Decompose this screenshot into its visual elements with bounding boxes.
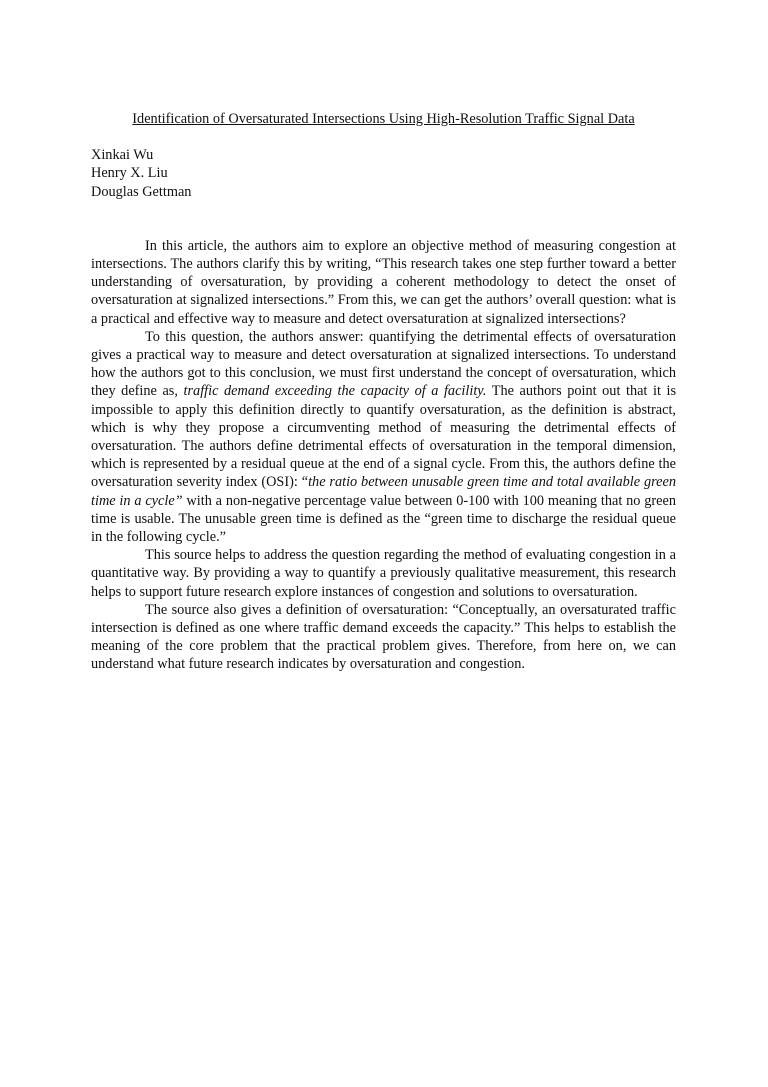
document-title: Identification of Oversaturated Intersections Using High-Resolution Traffic Signal Data xyxy=(132,111,635,127)
paragraph-text: The authors point out that it is impossible to apply this definition directly to quantify oversaturation, as the definition is abstract, which is why they propose a circumventing method of measuring the detrimental effects of oversaturation. The authors define detrimental effects of oversaturation in the temporal dimension, which is represented by a residual queue at the end of a signal cycle. From this, the authors define the oversaturation severity index (OSI): “ xyxy=(91,383,677,491)
italic-quote: the ratio between unusable green time and total available green time in a cycle” xyxy=(91,474,676,509)
italic-definition: traffic demand exceeding the capacity of a facility. xyxy=(183,383,487,400)
document-body xyxy=(91,110,676,674)
paragraph: In this article, the authors aim to explore an objective method of measuring congestion at intersections. The authors clarify this by writing, “This research takes one step further toward a better understanding of oversaturation, by providing a coherent methodology to detect the onset of oversaturation at signalized intersections.” From this, we can get the authors’ overall question: what is a practical and effective way to measure and detect oversaturation at signalized intersections? xyxy=(91,237,676,327)
author-list xyxy=(91,146,676,201)
paragraph xyxy=(91,328,676,546)
author-name: Xinkai Wu xyxy=(91,147,154,164)
paragraph-text: To this question, the authors answer: quantifying the detrimental effects of oversaturation gives a practical way to measure and detect oversaturation at signalized intersections. To understand how the authors got to this conclusion, we must first understand the concept of oversaturation, which they define as, xyxy=(91,328,676,400)
author-name: Douglas Gettman xyxy=(91,183,192,200)
paragraph: The source also gives a definition of oversaturation: “Conceptually, an oversaturated traffic intersection is defined as one where traffic demand exceeds the capacity.” This helps to establish the meaning of the core problem that the practical problem gives. Therefore, from here on, we can understand what future research indicates by oversaturation and congestion. xyxy=(91,601,676,673)
author-name: Henry X. Liu xyxy=(91,165,168,182)
paragraph-text: with a non-negative percentage value between 0-100 with 100 meaning that no green time is usable. The unusable green time is defined as the “green time to discharge the residual queue in the following cycle.” xyxy=(91,492,676,546)
paragraph: This source helps to address the question regarding the method of evaluating congestion in a quantitative way. By providing a way to quantify a previously qualitative measurement, this research helps to support future research explore instances of congestion and solutions to oversaturation. xyxy=(91,547,676,600)
